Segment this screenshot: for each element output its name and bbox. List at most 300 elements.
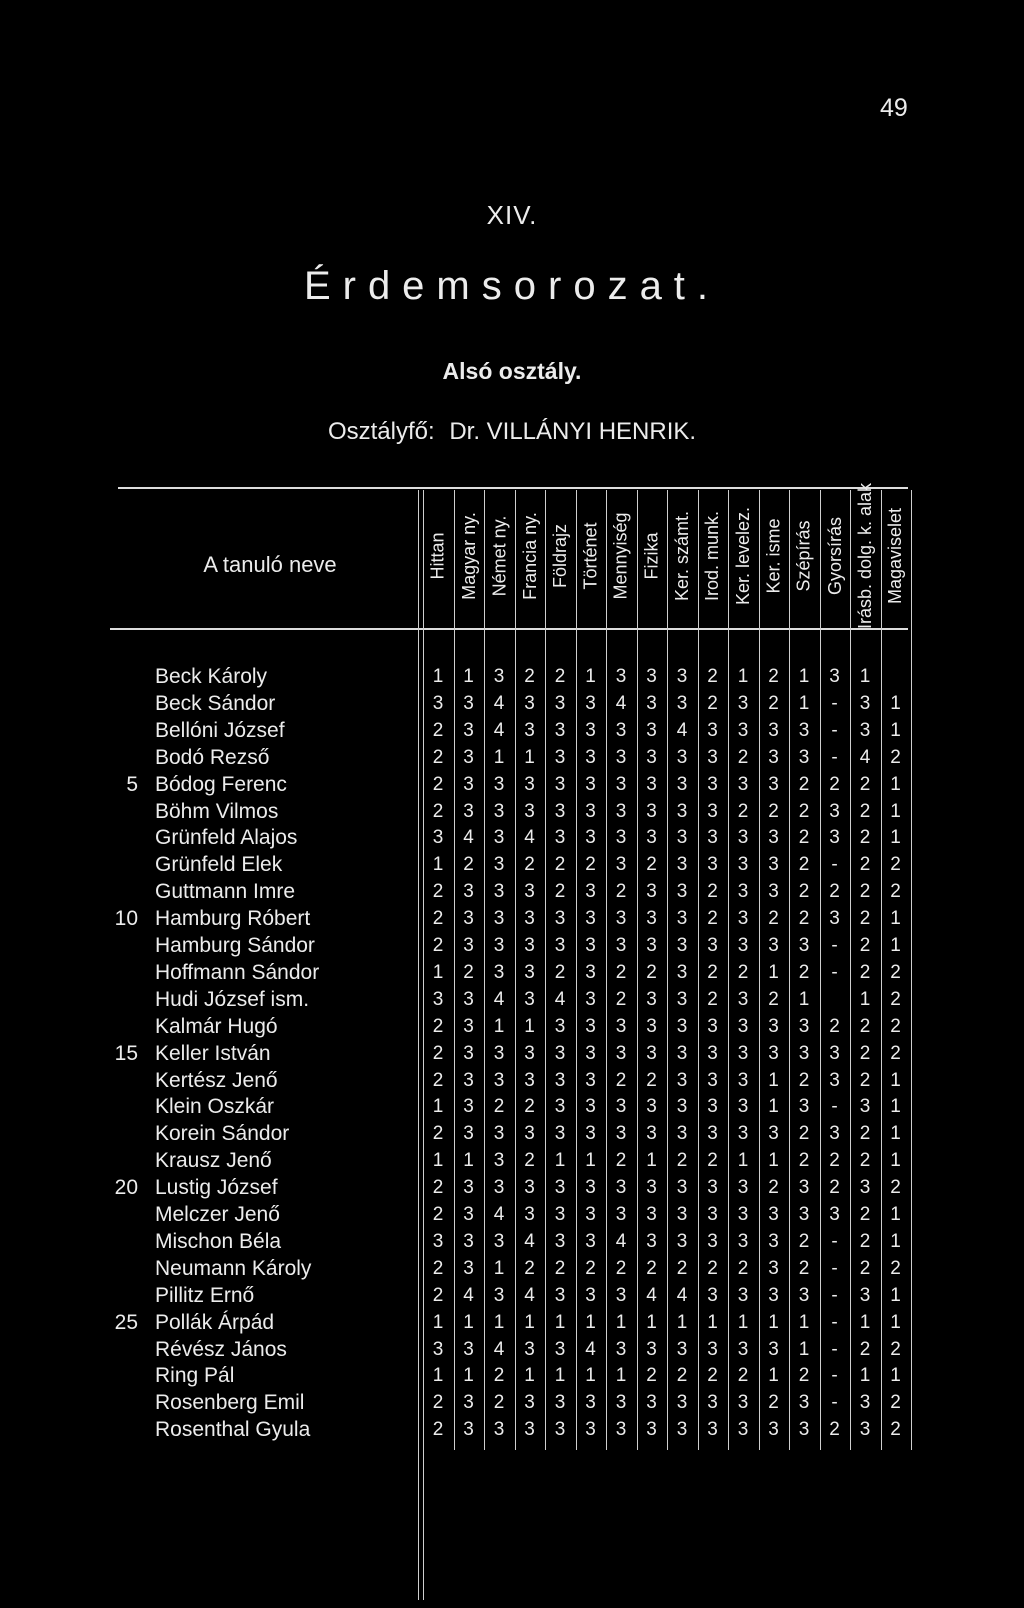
grade-cell: 2 — [432, 746, 444, 768]
grade-cell: 3 — [585, 881, 596, 903]
grade-cell: 3 — [737, 881, 749, 903]
grade-cell: 3 — [737, 908, 749, 930]
grade-cell: 1 — [463, 1150, 474, 1172]
subject-header-label: Mennyiség — [611, 512, 632, 600]
grade-cell: 3 — [554, 746, 566, 768]
grade-cell: 3 — [646, 1096, 657, 1118]
grade-cell: 3 — [615, 1338, 627, 1360]
grade-cell: 2 — [432, 1069, 444, 1091]
grade-cell: 3 — [676, 961, 688, 983]
grade-cell: 3 — [463, 1069, 474, 1091]
grade-cell: 4 — [585, 1338, 596, 1360]
grade-cell: 1 — [890, 800, 901, 822]
grade-cell: 2 — [707, 666, 718, 687]
grade-cell: 2 — [737, 746, 749, 768]
grade-cell: 3 — [707, 1015, 718, 1037]
table-row — [0, 1416, 1024, 1443]
grade-cell: 3 — [524, 1042, 535, 1064]
grade-cell: 2 — [646, 854, 657, 876]
grade-cell: 1 — [768, 961, 779, 983]
student-name: Beck Károly — [155, 665, 268, 688]
grade-cell: 3 — [707, 1177, 718, 1199]
grade-cell: 3 — [585, 1204, 596, 1225]
table-row — [0, 1389, 1024, 1416]
grade-cell: 2 — [554, 1257, 566, 1279]
grade-cell: 3 — [768, 746, 779, 768]
subject-header-label: Történet — [580, 522, 601, 590]
table-row — [0, 878, 1024, 905]
grade-cell: 3 — [829, 908, 840, 930]
grade-cell: 1 — [524, 1015, 535, 1037]
table-row — [0, 1147, 1024, 1174]
grade-cell: 3 — [524, 935, 535, 956]
grade-cell: 3 — [676, 1069, 688, 1091]
grade-cell: 3 — [463, 773, 474, 795]
row-number: 15 — [114, 1041, 138, 1065]
grade-cell: - — [831, 1230, 838, 1252]
grade-cell: 3 — [768, 1284, 779, 1306]
grade-cell: 3 — [676, 1230, 688, 1252]
grade-cell: 3 — [493, 800, 505, 822]
grade-cell: 2 — [798, 1150, 810, 1172]
grade-cell: 3 — [432, 1230, 444, 1252]
grade-cell: 3 — [707, 1069, 718, 1091]
grade-cell: 3 — [463, 719, 474, 741]
grade-cell: 2 — [890, 1042, 901, 1064]
grade-cell: 1 — [768, 1365, 779, 1387]
grade-cell: 4 — [554, 988, 566, 1010]
grade-cell: 4 — [463, 1284, 474, 1306]
grade-cell: 3 — [737, 719, 749, 741]
grade-cell: 2 — [707, 908, 718, 930]
grade-cell: 3 — [615, 908, 627, 930]
grade-cell: 1 — [432, 1311, 444, 1333]
grade-cell: 2 — [859, 1042, 871, 1064]
grade-cell: 1 — [859, 1365, 871, 1387]
grade-cell: 3 — [615, 1204, 627, 1225]
student-name: Keller István — [155, 1041, 271, 1065]
student-name: Beck Sándor — [155, 691, 276, 715]
grade-cell: - — [831, 692, 838, 714]
grade-cell: 3 — [524, 1419, 535, 1441]
grade-cell: 3 — [707, 1392, 718, 1414]
row-number: 25 — [114, 1310, 138, 1334]
grade-cell: 1 — [798, 692, 810, 714]
subject-header — [881, 497, 911, 615]
grade-cell: 3 — [798, 1284, 810, 1306]
grade-cell: 3 — [676, 881, 688, 903]
grade-cell: 3 — [554, 1069, 566, 1091]
grade-cell: 3 — [554, 1284, 566, 1306]
grade-cell: 3 — [646, 1042, 657, 1064]
student-name: Pollák Árpád — [155, 1310, 275, 1334]
grade-cell: 3 — [646, 908, 657, 930]
grade-cell: 2 — [768, 692, 779, 714]
grade-cell: - — [831, 854, 838, 876]
grade-cell: 3 — [554, 773, 566, 795]
grade-cell: 3 — [676, 800, 688, 822]
student-name: Guttmann Imre — [155, 880, 296, 904]
grade-cell: 2 — [859, 827, 871, 849]
grade-cell: 3 — [554, 827, 566, 849]
grade-cell: - — [831, 1338, 838, 1360]
grade-cell: 3 — [585, 1177, 596, 1199]
grade-cell: 4 — [524, 1230, 535, 1252]
grade-cell: 3 — [585, 961, 596, 983]
grade-cell: 1 — [798, 1311, 810, 1333]
grade-cell: 3 — [768, 1230, 779, 1252]
student-name: Klein Oszkár — [155, 1095, 275, 1119]
grade-cell: 3 — [676, 1338, 688, 1360]
grade-cell: 3 — [859, 1096, 871, 1118]
grade-cell: 4 — [859, 746, 871, 768]
subject-header — [454, 497, 484, 615]
grade-cell: 3 — [554, 1204, 566, 1225]
grade-cell: 3 — [676, 773, 688, 795]
grade-cell: 3 — [798, 1096, 810, 1118]
grade-cell: 3 — [646, 773, 657, 795]
grade-cell: 3 — [463, 746, 474, 768]
chapter-number: XIV. — [486, 200, 538, 230]
grade-cell: 3 — [859, 1284, 871, 1306]
grade-cell: 1 — [890, 1365, 901, 1387]
grade-cell: 2 — [554, 854, 566, 876]
grade-cell: 1 — [432, 1365, 444, 1387]
grade-cell: 2 — [707, 961, 718, 983]
grade-cell: 3 — [463, 800, 474, 822]
grade-cell: 3 — [463, 935, 474, 956]
grade-cell: 3 — [737, 1177, 749, 1199]
subject-header-label: Szépírás — [794, 520, 815, 592]
grade-cell: 3 — [432, 692, 444, 714]
grade-cell: 3 — [585, 988, 596, 1010]
student-name: Melczer Jenő — [155, 1203, 280, 1226]
grade-cell: 3 — [676, 908, 688, 930]
grade-cell: 3 — [646, 692, 657, 714]
grade-cell: 2 — [432, 719, 444, 741]
grade-cell: - — [831, 1365, 838, 1387]
grade-cell: 1 — [524, 1311, 535, 1333]
grade-cell: 2 — [829, 1150, 840, 1172]
grade-cell: 2 — [707, 1257, 718, 1279]
grade-cell: 2 — [890, 746, 901, 768]
grade-cell: 3 — [676, 1096, 688, 1118]
subject-header-label: Német ny. — [489, 515, 510, 597]
table-row — [0, 663, 1024, 690]
grade-cell: 1 — [768, 1096, 779, 1118]
grade-cell: 3 — [463, 692, 474, 714]
student-name: Hudi József ism. — [155, 987, 310, 1011]
grade-cell: 3 — [585, 935, 596, 956]
subject-header-label: Francia ny. — [519, 512, 540, 600]
table-row — [0, 1174, 1024, 1201]
student-name: Rosenthal Gyula — [155, 1418, 311, 1442]
student-name: Hamburg Sándor — [155, 934, 315, 957]
grade-cell: 3 — [768, 1015, 779, 1037]
grade-cell: 1 — [463, 666, 474, 687]
grade-cell: 3 — [707, 1419, 718, 1441]
grade-cell: 2 — [737, 1365, 749, 1387]
grade-cell: 2 — [737, 1257, 749, 1279]
grade-cell: 2 — [829, 1419, 840, 1441]
table-row — [0, 1282, 1024, 1309]
grade-cell: 3 — [615, 1177, 627, 1199]
grade-cell: 3 — [615, 935, 627, 956]
table-row — [0, 1255, 1024, 1282]
grade-cell: 2 — [859, 854, 871, 876]
grade-cell: 1 — [585, 666, 596, 687]
subject-header-label: Magaviselet — [885, 507, 906, 605]
grade-cell: 3 — [737, 1230, 749, 1252]
grade-cell: 3 — [768, 881, 779, 903]
grade-cell: 3 — [615, 1419, 627, 1441]
grade-cell: 2 — [524, 854, 535, 876]
grade-cell: 3 — [798, 935, 810, 956]
grade-cell: 1 — [524, 1365, 535, 1387]
grade-cell: 2 — [432, 908, 444, 930]
table-row — [0, 1201, 1024, 1228]
subject-header — [545, 497, 575, 615]
grade-cell: 3 — [554, 1419, 566, 1441]
grade-cell: 3 — [463, 1204, 474, 1225]
grade-cell: 2 — [432, 773, 444, 795]
grade-cell: 3 — [585, 1284, 596, 1306]
grade-cell: 1 — [493, 746, 505, 768]
grade-cell: 1 — [890, 1096, 901, 1118]
table-row — [0, 771, 1024, 798]
subject-header — [423, 497, 453, 615]
grade-cell: 3 — [737, 1042, 749, 1064]
grade-cell: 2 — [432, 1257, 444, 1279]
grade-cell: 3 — [524, 800, 535, 822]
student-name: Mischon Béla — [155, 1229, 282, 1253]
grade-cell: 1 — [890, 692, 901, 714]
grade-cell: 3 — [646, 881, 657, 903]
student-name: Grünfeld Elek — [155, 853, 283, 877]
name-column-header: A tanuló neve — [203, 552, 337, 577]
grade-cell: - — [831, 961, 838, 983]
grade-cell: 1 — [890, 773, 901, 795]
grade-cell: 1 — [432, 1096, 444, 1118]
grade-cell: 3 — [798, 1392, 810, 1414]
subject-header-label: Gyorsírás — [824, 516, 845, 596]
grade-cell: 2 — [524, 1096, 535, 1118]
grade-cell: 1 — [859, 1311, 871, 1333]
grade-cell: 3 — [676, 1042, 688, 1064]
subject-header-label: Irásb. dolg. k. alak — [855, 482, 876, 630]
grade-cell: 1 — [432, 961, 444, 983]
grade-cell: 3 — [798, 1419, 810, 1441]
class-subtitle: Alsó osztály. — [442, 358, 582, 384]
grade-cell: 3 — [463, 1392, 474, 1414]
grade-cell: 3 — [676, 666, 688, 687]
grade-cell: 2 — [615, 1069, 627, 1091]
grade-cell: 1 — [890, 1230, 901, 1252]
grade-cell: 3 — [554, 719, 566, 741]
grade-cell: 2 — [890, 1338, 901, 1360]
grade-cell: 3 — [646, 1204, 657, 1225]
grade-cell: 2 — [859, 935, 871, 956]
grade-cell: 2 — [859, 1204, 871, 1225]
grade-cell: 1 — [890, 1311, 901, 1333]
grade-cell: 3 — [585, 1392, 596, 1414]
grade-cell: 3 — [524, 908, 535, 930]
grade-cell: 3 — [493, 935, 505, 956]
grade-cell: 2 — [432, 1123, 444, 1145]
grade-cell: 3 — [463, 1230, 474, 1252]
subject-header — [698, 497, 728, 615]
grade-cell: 1 — [798, 666, 810, 687]
grade-cell: 3 — [585, 746, 596, 768]
grade-cell: 3 — [646, 800, 657, 822]
grade-cell: 3 — [737, 773, 749, 795]
table-row — [0, 744, 1024, 771]
grade-cell: 3 — [707, 746, 718, 768]
grade-cell: 3 — [585, 800, 596, 822]
grade-cell: 3 — [585, 1069, 596, 1091]
grade-cell: 3 — [463, 988, 474, 1010]
grade-cell: 2 — [829, 1015, 840, 1037]
table-row — [0, 959, 1024, 986]
grade-cell: 2 — [585, 854, 596, 876]
grade-cell: 1 — [737, 1311, 749, 1333]
grade-cell: 3 — [524, 692, 535, 714]
grade-cell: 3 — [829, 800, 840, 822]
grade-cell: 2 — [768, 908, 779, 930]
grade-cell: 2 — [615, 1150, 627, 1172]
grade-cell: 2 — [432, 1284, 444, 1306]
grade-cell: 2 — [798, 1230, 810, 1252]
grade-cell: 3 — [493, 1069, 505, 1091]
grade-cell: 3 — [524, 988, 535, 1010]
teacher-name: Dr. VILLÁNYI HENRIK. — [449, 418, 697, 445]
grade-cell: 3 — [707, 1338, 718, 1360]
grade-cell: 3 — [676, 988, 688, 1010]
table-row — [0, 1362, 1024, 1389]
grade-cell: - — [831, 935, 838, 956]
grade-cell: 3 — [646, 666, 657, 687]
grade-cell: 3 — [554, 1392, 566, 1414]
grade-cell: 2 — [890, 1392, 901, 1414]
grade-cell: 3 — [585, 1230, 596, 1252]
grade-cell: 1 — [890, 908, 901, 930]
subject-header-label: Magyar ny. — [458, 512, 479, 600]
grade-cell: 3 — [493, 773, 505, 795]
grade-cell: 3 — [463, 881, 474, 903]
grade-cell: 1 — [646, 1311, 657, 1333]
grade-cell: - — [831, 1096, 838, 1118]
grade-cell: 4 — [493, 1338, 505, 1360]
grade-cell: 3 — [554, 1015, 566, 1037]
grade-cell: 3 — [737, 1069, 749, 1091]
grade-cell: 3 — [585, 1123, 596, 1145]
grade-cell: 1 — [585, 1365, 596, 1387]
grade-cell: 3 — [707, 719, 718, 741]
grade-cell: 2 — [768, 666, 779, 687]
grade-cell: 2 — [676, 1365, 688, 1387]
student-name: Kalmár Hugó — [155, 1014, 278, 1038]
student-name: Lustig József — [155, 1176, 278, 1200]
grade-cell: 3 — [493, 854, 505, 876]
grade-cell: 3 — [646, 719, 657, 741]
table-row — [0, 1309, 1024, 1336]
grade-cell: 4 — [646, 1284, 657, 1306]
student-name: Révész János — [155, 1337, 287, 1361]
grade-cell: 2 — [646, 1365, 657, 1387]
grade-cell: 3 — [829, 666, 840, 687]
grade-cell: 1 — [585, 1150, 596, 1172]
grade-cell: 3 — [585, 1096, 596, 1118]
grade-cell: 2 — [859, 1015, 871, 1037]
grade-cell: 3 — [646, 746, 657, 768]
grade-cell: 3 — [737, 1204, 749, 1225]
grade-cell: 3 — [829, 1069, 840, 1091]
grade-cell: 2 — [524, 1150, 535, 1172]
subject-header — [576, 497, 606, 615]
grade-cell: 1 — [554, 1150, 566, 1172]
grade-cell: 3 — [585, 827, 596, 849]
grade-cell: 3 — [554, 935, 566, 956]
grade-cell: 3 — [737, 1338, 749, 1360]
grade-cell: 3 — [737, 988, 749, 1010]
grade-cell: 3 — [463, 1015, 474, 1037]
subject-header — [789, 497, 819, 615]
grade-cell: 3 — [493, 666, 505, 687]
grade-cell: 3 — [585, 1042, 596, 1064]
grade-cell: 3 — [432, 988, 444, 1010]
grade-cell: 1 — [890, 935, 901, 956]
grade-cell: - — [831, 1257, 838, 1279]
grade-cell: 1 — [890, 1150, 901, 1172]
table-row — [0, 905, 1024, 932]
grade-cell: 3 — [768, 1257, 779, 1279]
grade-cell: 2 — [432, 1419, 444, 1441]
grade-cell: 3 — [646, 1123, 657, 1145]
grade-cell: 3 — [676, 1177, 688, 1199]
table-row — [0, 1120, 1024, 1147]
grade-cell: 1 — [524, 746, 535, 768]
grade-cell: 2 — [798, 827, 810, 849]
grade-cell: 2 — [493, 1365, 505, 1387]
subject-header — [850, 482, 880, 630]
grade-cell: 1 — [737, 666, 749, 687]
grade-cell: 2 — [646, 1069, 657, 1091]
grade-cell: 3 — [615, 1123, 627, 1145]
grade-cell: 3 — [493, 1123, 505, 1145]
grade-cell: 3 — [646, 1015, 657, 1037]
grade-cell: 3 — [615, 854, 627, 876]
grade-cell: 3 — [615, 1284, 627, 1306]
student-name: Hamburg Róbert — [155, 907, 311, 931]
grade-cell: 2 — [798, 854, 810, 876]
grade-cell: - — [831, 1392, 838, 1414]
grade-cell: 3 — [463, 1257, 474, 1279]
subject-header — [606, 497, 636, 615]
grade-cell: 2 — [463, 854, 474, 876]
grade-cell: 2 — [554, 961, 566, 983]
grade-cell: 3 — [646, 827, 657, 849]
grade-cell: 2 — [890, 1257, 901, 1279]
grade-cell: 3 — [554, 908, 566, 930]
page-number: 49 — [880, 94, 908, 122]
grade-cell: 2 — [829, 773, 840, 795]
grade-cell: 3 — [615, 773, 627, 795]
grade-cell: 1 — [432, 1150, 444, 1172]
grade-cell: 1 — [463, 1365, 474, 1387]
grade-cell: 2 — [432, 1042, 444, 1064]
grade-cell: 1 — [676, 1311, 688, 1333]
grade-cell: 2 — [829, 881, 840, 903]
